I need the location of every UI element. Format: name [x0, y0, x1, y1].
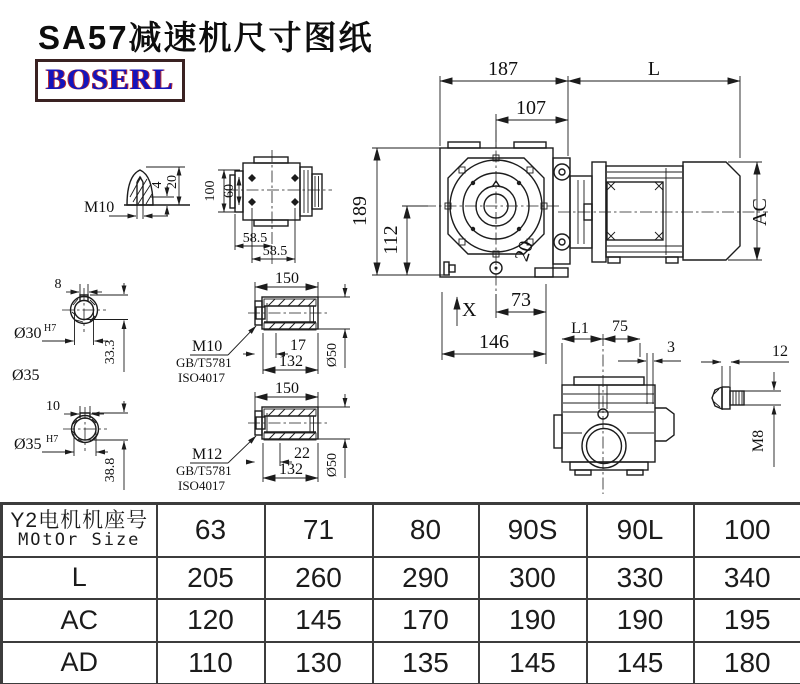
dim-main-AC: AC — [749, 198, 771, 226]
motor-size-table — [0, 502, 800, 684]
dim-shafta-17: 17 — [290, 337, 306, 354]
table-row-L — [2, 557, 800, 599]
col-header: 90S — [479, 504, 587, 557]
label-shafta-std2: ISO4017 — [178, 370, 225, 385]
cell-AC: 145 — [265, 599, 373, 642]
cell-L: 340 — [694, 557, 800, 599]
cell-AC: 190 — [587, 599, 694, 642]
dim-keyh-333: 33.3 — [103, 339, 118, 365]
row-label-AC: AC — [2, 599, 157, 642]
dim-shaftb-132: 132 — [279, 461, 303, 478]
dim-main-112: 112 — [380, 225, 402, 255]
table-row-AC — [2, 599, 800, 642]
dim-bore-35: Ø35 — [14, 436, 42, 453]
view-shaft-side-a — [176, 270, 350, 385]
cell-AD: 135 — [373, 642, 479, 684]
cell-AC: 170 — [373, 599, 479, 642]
dim-main-20: 20 — [510, 238, 538, 265]
table-header-row — [2, 504, 800, 557]
cell-L: 290 — [373, 557, 479, 599]
dim-top-58a: 58.5 — [242, 231, 268, 246]
cell-AD: 130 — [265, 642, 373, 684]
label-shaftb-bolt: M12 — [192, 446, 223, 463]
cell-AD: 180 — [694, 642, 800, 684]
dim-main-187: 187 — [488, 58, 518, 80]
label-shaftb-std2: ISO4017 — [178, 478, 225, 493]
dim-main-107: 107 — [516, 97, 546, 119]
cell-AC: 195 — [694, 599, 800, 642]
cell-L: 205 — [157, 557, 265, 599]
dim-main-73: 73 — [511, 289, 531, 311]
dim-shaftb-150: 150 — [275, 380, 299, 397]
view-bore-section-a — [12, 277, 128, 384]
dim-outer-35: Ø35 — [12, 367, 40, 384]
dim-main-146: 146 — [479, 331, 509, 353]
cell-L: 260 — [265, 557, 373, 599]
dim-bore-35-tol: H7 — [46, 434, 59, 445]
dim-top-60: 60 — [222, 184, 237, 198]
dim-front-75: 75 — [612, 318, 628, 335]
header-motor-size-en: MOtOr Size — [18, 530, 141, 551]
dim-bore-30-tol: H7 — [44, 323, 57, 334]
cell-L: 300 — [479, 557, 587, 599]
col-header: 90L — [587, 504, 694, 557]
table-row-AD — [2, 642, 800, 684]
dim-top-58b: 58.5 — [262, 244, 288, 259]
label-shafta-bolt: M10 — [192, 338, 223, 355]
col-header: 71 — [265, 504, 373, 557]
dim-key-height: 20 — [165, 175, 180, 189]
header-motor-size — [2, 504, 157, 557]
view-gearbox-top — [203, 150, 332, 264]
dim-shafta-o50: Ø50 — [325, 342, 340, 368]
dim-bolt-12: 12 — [772, 343, 788, 360]
dim-shafta-150: 150 — [275, 270, 299, 287]
view-shaft-side-b — [176, 380, 350, 493]
header-motor-size-cn: Y2电机机座号 — [10, 509, 149, 533]
cell-AD: 145 — [479, 642, 587, 684]
label-main-x: X — [462, 299, 477, 321]
dim-shaftb-o50: Ø50 — [325, 452, 340, 478]
dim-bolt-m8: M8 — [750, 429, 767, 453]
label-shafta-std1: GB/T5781 — [176, 355, 232, 370]
page-title: SA57减速机尺寸图纸 — [38, 19, 374, 56]
dim-main-L: L — [647, 58, 661, 80]
dim-key-thread: M10 — [84, 199, 115, 216]
dim-bore-30: Ø30 — [14, 325, 42, 342]
view-key-detail — [84, 167, 190, 219]
dim-front-3: 3 — [667, 339, 675, 356]
dim-keyw-8: 8 — [54, 277, 62, 292]
cell-L: 330 — [587, 557, 694, 599]
cell-AC: 120 — [157, 599, 265, 642]
label-shaftb-std1: GB/T5781 — [176, 463, 232, 478]
cell-AD: 145 — [587, 642, 694, 684]
dim-top-100: 100 — [203, 180, 218, 202]
dim-shaftb-22: 22 — [294, 445, 310, 462]
cell-AC: 190 — [479, 599, 587, 642]
col-header: 63 — [157, 504, 265, 557]
row-label-L: L — [2, 557, 157, 599]
col-header: 100 — [694, 504, 800, 557]
view-gearbox-front — [554, 318, 681, 494]
dim-keyh-388: 38.8 — [103, 457, 118, 483]
dim-key-depth: 4 — [150, 181, 165, 189]
dim-main-189: 189 — [349, 196, 371, 226]
view-bore-section-b — [14, 399, 128, 490]
dim-keyw-10: 10 — [46, 399, 60, 414]
brand-logo-text: BOSERL — [46, 63, 174, 96]
dim-front-l1: L1 — [571, 320, 589, 337]
view-bolt-detail — [701, 343, 789, 467]
col-header: 80 — [373, 504, 479, 557]
dim-shafta-132: 132 — [279, 353, 303, 370]
row-label-AD: AD — [2, 642, 157, 684]
view-main-assembly — [349, 58, 771, 364]
cell-AD: 110 — [157, 642, 265, 684]
